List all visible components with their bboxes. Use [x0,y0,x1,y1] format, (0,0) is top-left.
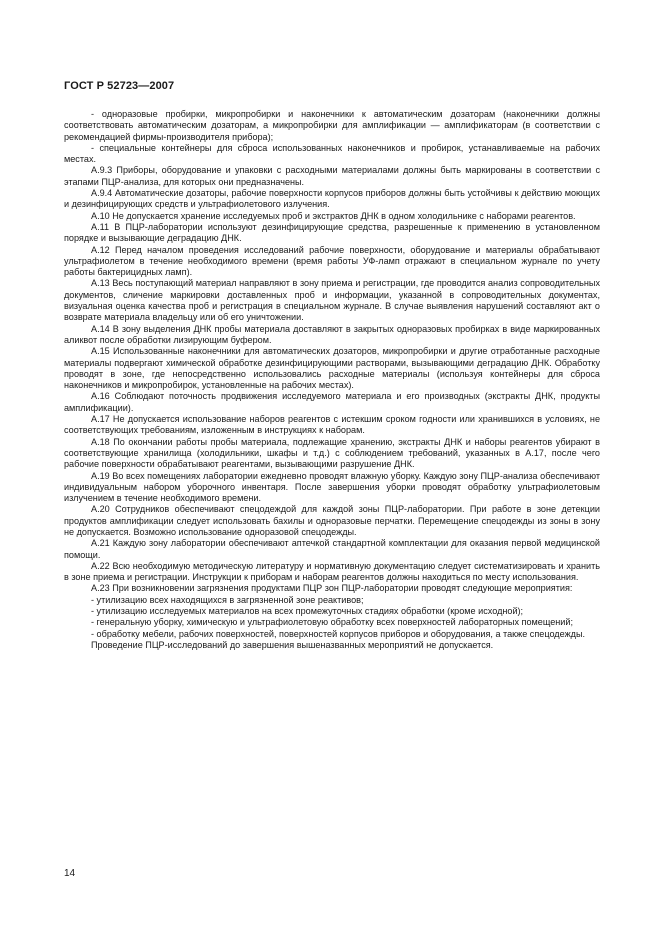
paragraph: - специальные контейнеры для сброса использованных наконечников и пробирок, устанавливаемые на рабочих местах. [64,142,600,165]
document-header: ГОСТ Р 52723—2007 [64,80,175,92]
paragraph: - утилизацию всех находящихся в загрязненной зоне реактивов; [91,594,364,605]
paragraph: А.15 Использованные наконечники для автоматических дозаторов, микропробирки и другие отработанные расходные материалы подвергают химической обработке дезинфицирующими растворами, вызывающими деградацию ДНК. Обработку проводят в зоне, где непосредственно использовались расходные материалы (используя контейнеры для сброса наконечников и микропробирок, установленные на рабочих местах). [64,346,600,391]
paragraph: - утилизацию исследуемых материалов на всех промежуточных стадиях обработки (кроме исходной); [91,606,524,617]
paragraph: А.18 По окончании работы пробы материала, подлежащие хранению, экстракты ДНК и наборы реагентов убирают в соответствующие хранилища (холодильники, шкафы и т.д.) с соблюдением требований, указанных в А.17, после чего рабочие поверхности обрабатывают реагентами, вызывающими разрушение ДНК. [64,436,600,470]
paragraph: А.22 Всю необходимую методическую литературу и нормативную документацию следует систематизировать и хранить в зоне приема и регистрации. Инструкции к приборам и наборам реагентов должны находиться по месту использования. [64,560,600,583]
document-body [64,109,600,651]
paragraph: - обработку мебели, рабочих поверхностей, поверхностей корпусов приборов и оборудования, а также спецодежды. [91,628,586,639]
paragraph: А.9.4 Автоматические дозаторы, рабочие поверхности корпусов приборов должны быть устойчивы к действию моющих и дезинфицирующих средств и ультрафиолетового излучения. [64,188,600,210]
paragraph: А.9.3 Приборы, оборудование и упаковки с расходными материалами должны быть маркированы в соответствии с этапами ПЦР-анализа, для которых они предназначены. [64,165,600,187]
paragraph: А.14 В зону выделения ДНК пробы материала доставляют в закрытых одноразовых пробирках в виде маркированных аликвот после обработки лизирующим буфером. [64,323,600,345]
paragraph: А.20 Сотрудников обеспечивают спецодеждой для каждой зоны ПЦР-лаборатории. При работе в зоне детекции продуктов амплификации следует использовать бахилы и одноразовые перчатки. Перемещение спецодежды из зоны в зону не допускается. Возможно использование одноразовой спецодежды. [64,504,600,537]
paragraph: А.19 Во всех помещениях лаборатории ежедневно проводят влажную уборку. Каждую зону ПЦР-анализа обеспечивают индивидуальным набором уборочного инвентаря. После завершения уборки проводят обработку ультрафиолетовым излучением в течение необходимого времени. [64,470,600,504]
paragraph: А.10 Не допускается хранение исследуемых проб и экстрактов ДНК в одном холодильнике с наборами реагентов. [91,210,576,221]
paragraph: Проведение ПЦР-исследований до завершения вышеназванных мероприятий не допускается. [91,639,494,650]
paragraph: А.17 Не допускается использование наборов реагентов с истекшим сроком годности или хранившихся в условиях, не соответствующих требованиям, изложенным в инструкциях к наборам. [64,414,600,436]
paragraph: А.11 В ПЦР-лаборатории используют дезинфицирующие средства, разрешенные к применению в установленном порядке и вызывающие деградацию ДНК. [64,221,600,244]
paragraph: А.21 Каждую зону лаборатории обеспечивают аптечкой стандартной комплектации для оказания первой медицинской помощи. [64,538,600,560]
paragraph: А.16 Соблюдают поточность продвижения исследуемого материала и его производных (экстракты ДНК, продукты амплификации). [64,391,600,413]
page-number: 14 [64,868,76,879]
paragraph: - одноразовые пробирки, микропробирки и наконечники к автоматическим дозаторам (наконечники должны соответствовать автоматическим дозаторам, а микропробирки для амплификации — амплификаторам (в соответствии с рекомендацией фирмы-производителя прибора); [64,109,600,142]
paragraph: А.23 При возникновении загрязнения продуктами ПЦР зон ПЦР-лаборатории проводят следующие мероприятия: [91,583,573,594]
paragraph: А.12 Перед началом проведения исследований рабочие поверхности, оборудование и материалы обрабатывают ультрафиолетом в течение необходимого времени (время работы УФ-ламп отражают в специальном журнале по учету работы бактерицидных ламп). [64,244,600,278]
paragraph: А.13 Весь поступающий материал направляют в зону приема и регистрации, где проводится анализ сопроводительных документов, сличение маркировки доставленных проб и информации, указанной в сопроводительных документах, визуальная оценка качества проб и регистрация в специальном журнале. В случае выявления нарушений составляют акт о возврате материала владельцу или об его уничтожении. [64,278,600,323]
paragraph: - генеральную уборку, химическую и ультрафиолетовую обработку всех поверхностей лабораторных помещений; [91,617,573,628]
